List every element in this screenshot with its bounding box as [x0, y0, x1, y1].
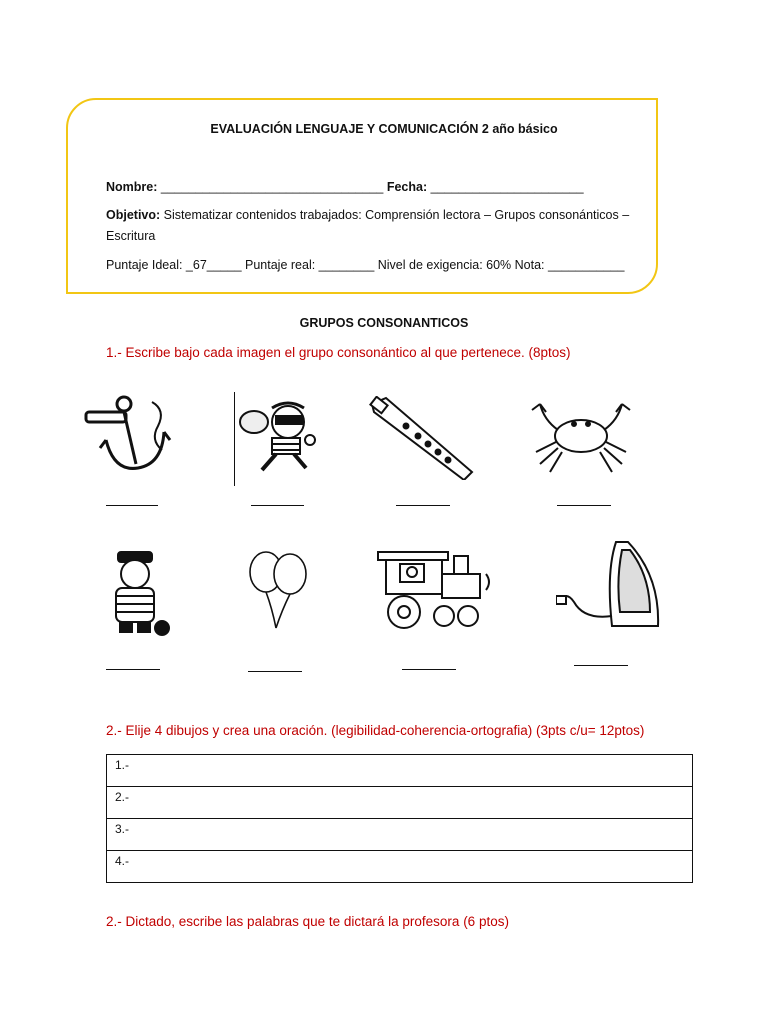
question-3-instruction: 2.- Dictado, escribe las palabras que te dictará la profesora (6 ptos): [106, 914, 509, 929]
sentence-row[interactable]: [107, 787, 693, 819]
flute-icon: [366, 396, 476, 480]
iron-icon: [556, 536, 664, 632]
section-title: GRUPOS CONSONANTICOS: [299, 316, 469, 330]
question-1-instruction: 1.- Escribe bajo cada imagen el grupo consonántico al que pertenece. (8ptos): [106, 345, 571, 360]
objetivo-label: Objetivo:: [106, 208, 161, 222]
answer-line-7[interactable]: [402, 669, 456, 670]
question-2-instruction: 2.- Elije 4 dibujos y crea una oración. (legibilidad-coherencia-ortografia) (3pts c/u= 12ptos): [106, 723, 645, 738]
objetivo-text: Sistematizar contenidos trabajados: Comprensión lectora – Grupos consonánticos –: [163, 208, 630, 222]
answer-line-5[interactable]: [106, 669, 160, 670]
nombre-field[interactable]: ________________________________: [160, 180, 384, 194]
answer-line-8[interactable]: [574, 665, 628, 666]
sentence-label: 1.-: [115, 758, 130, 772]
thief-icon: [232, 396, 324, 476]
fecha-field[interactable]: ______________________: [430, 180, 584, 194]
answer-line-4[interactable]: [557, 505, 611, 506]
puntaje-line: Puntaje Ideal: _67_____ Puntaje real: ________ Nivel de exigencia: 60% Nota: ___________: [106, 258, 625, 272]
answer-line-3[interactable]: [396, 505, 450, 506]
train-icon: [372, 548, 496, 632]
answer-line-1[interactable]: [106, 505, 158, 506]
objetivo-text-2: Escritura: [106, 229, 156, 243]
anchor-icon: [76, 392, 176, 480]
sentence-row[interactable]: [107, 851, 693, 883]
crab-icon: [526, 398, 636, 478]
balloons-icon: [244, 550, 314, 630]
sentence-row[interactable]: [107, 819, 693, 851]
sentence-label: 3.-: [115, 822, 130, 836]
answer-line-6[interactable]: [248, 671, 302, 672]
nombre-label: Nombre:: [106, 180, 158, 194]
sentence-row[interactable]: [107, 755, 693, 787]
name-date-line: [106, 180, 584, 194]
fecha-label: Fecha:: [386, 180, 428, 194]
objetivo-line-2: [106, 229, 155, 243]
sentences-table: [106, 754, 693, 883]
prisoner-icon: [96, 548, 186, 640]
sentence-label: 4.-: [115, 854, 130, 868]
page-title: EVALUACIÓN LENGUAJE Y COMUNICACIÓN 2 año básico: [210, 122, 558, 136]
objetivo-line: [106, 208, 629, 222]
answer-line-2[interactable]: [251, 505, 304, 506]
sentence-label: 2.-: [115, 790, 130, 804]
